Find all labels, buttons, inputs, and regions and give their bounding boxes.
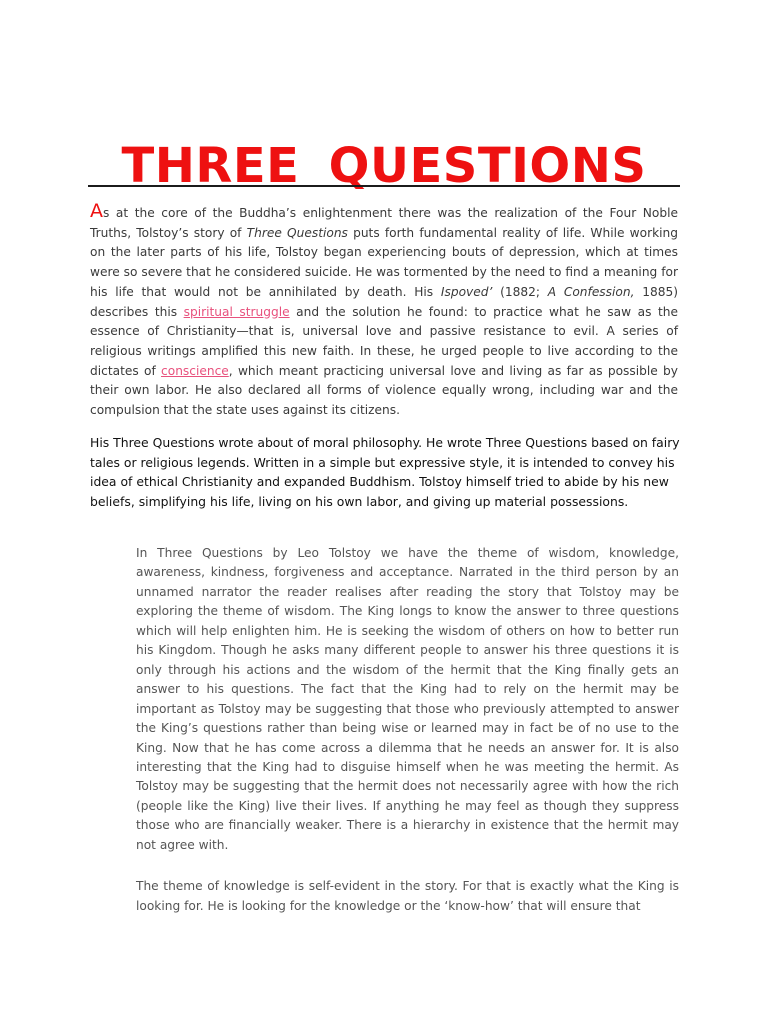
intro-italic-confession: A Confession, — [547, 284, 635, 299]
intro-italic-ispoved: Ispoved’ — [440, 284, 493, 299]
spiritual-struggle-link[interactable]: spiritual struggle — [183, 304, 290, 319]
conscience-link[interactable]: conscience — [161, 363, 229, 378]
title-divider — [88, 185, 680, 187]
intro-italic-title: Three Questions — [246, 225, 348, 240]
paragraph-themes: In Three Questions by Leo Tolstoy we have the theme of wisdom, knowledge, awareness, kindness, forgiveness and acceptance. Narrated in the third person by an unnamed narrator the reader realises after reading the story that Tolstoy may be exploring the theme of wisdom. The King longs to know the answer to three questions which will help enlighten him. He is seeking the wisdom of others on how to better run his Kingdom. Though he asks many different people to answer his three questions it is only through his actions and the wisdom of the hermit that the King finally gets an answer to his questions. The fact that the King had to rely on the hermit may be important as Tolstoy may be suggesting that those who previously attempted to answer the King’s questions rather than being wise or learned may in fact be of no use to the King. Now that he has come across a dilemma that he needs an answer for. It is also interesting that the King had to disguise himself when he was meeting the hermit. As Tolstoy may be suggesting that the hermit does not necessarily agree with how the rich (people like the King) live their lives. If anything he may feel as though they suppress those who are financially weaker. There is a hierarchy in existence that the hermit may not agree with. — [136, 546, 679, 852]
intro-text-4: 1885) describes this — [90, 284, 678, 319]
paragraph-knowledge: The theme of knowledge is self-evident in the story. For that is exactly what the King is looking for. He is looking for the knowledge or the ‘know-how’ that will ensure that — [136, 879, 679, 913]
intro-text-2: puts forth fundamental reality of life. While working on the later parts of his life, Tolstoy began experiencing bouts of depression, which at times were so severe that he considered suicide. He was tormented by the need to find a meaning for his life that would not be annihilated by death. His — [90, 225, 678, 299]
intro-text-3: (1882; — [492, 284, 548, 299]
paragraph-moral-philosophy: His Three Questions wrote about of moral philosophy. He wrote Three Questions based on fairy tales or religious legends. Written in a simple but expressive style, it is intended to convey his idea of ethical Christianity and expanded Buddhism. Tolstoy himself tried to abide by his new beliefs, simplifying his life, living on his own labor, and giving up material possessions. — [90, 435, 680, 509]
paragraph-intro — [90, 200, 678, 421]
drop-cap: A — [90, 200, 103, 222]
intro-text-1: s at the core of the Buddha’s enlightenment there was the realization of the Four Noble Truths, Tolstoy’s story of — [90, 206, 678, 240]
page-title: THREE QUESTIONS — [121, 138, 647, 195]
intro-text-6: , which meant practicing universal love and living as far as possible by their own labor. He also declared all forms of violence equally wrong, including war and the compulsion that the state uses against its citizens. — [90, 363, 678, 418]
intro-text-5: and the solution he found: to practice what he saw as the essence of Christianity—that is, universal love and passive resistance to evil. A series of religious writings amplified this new faith. In these, he urged people to live according to the dictates of — [90, 304, 678, 378]
